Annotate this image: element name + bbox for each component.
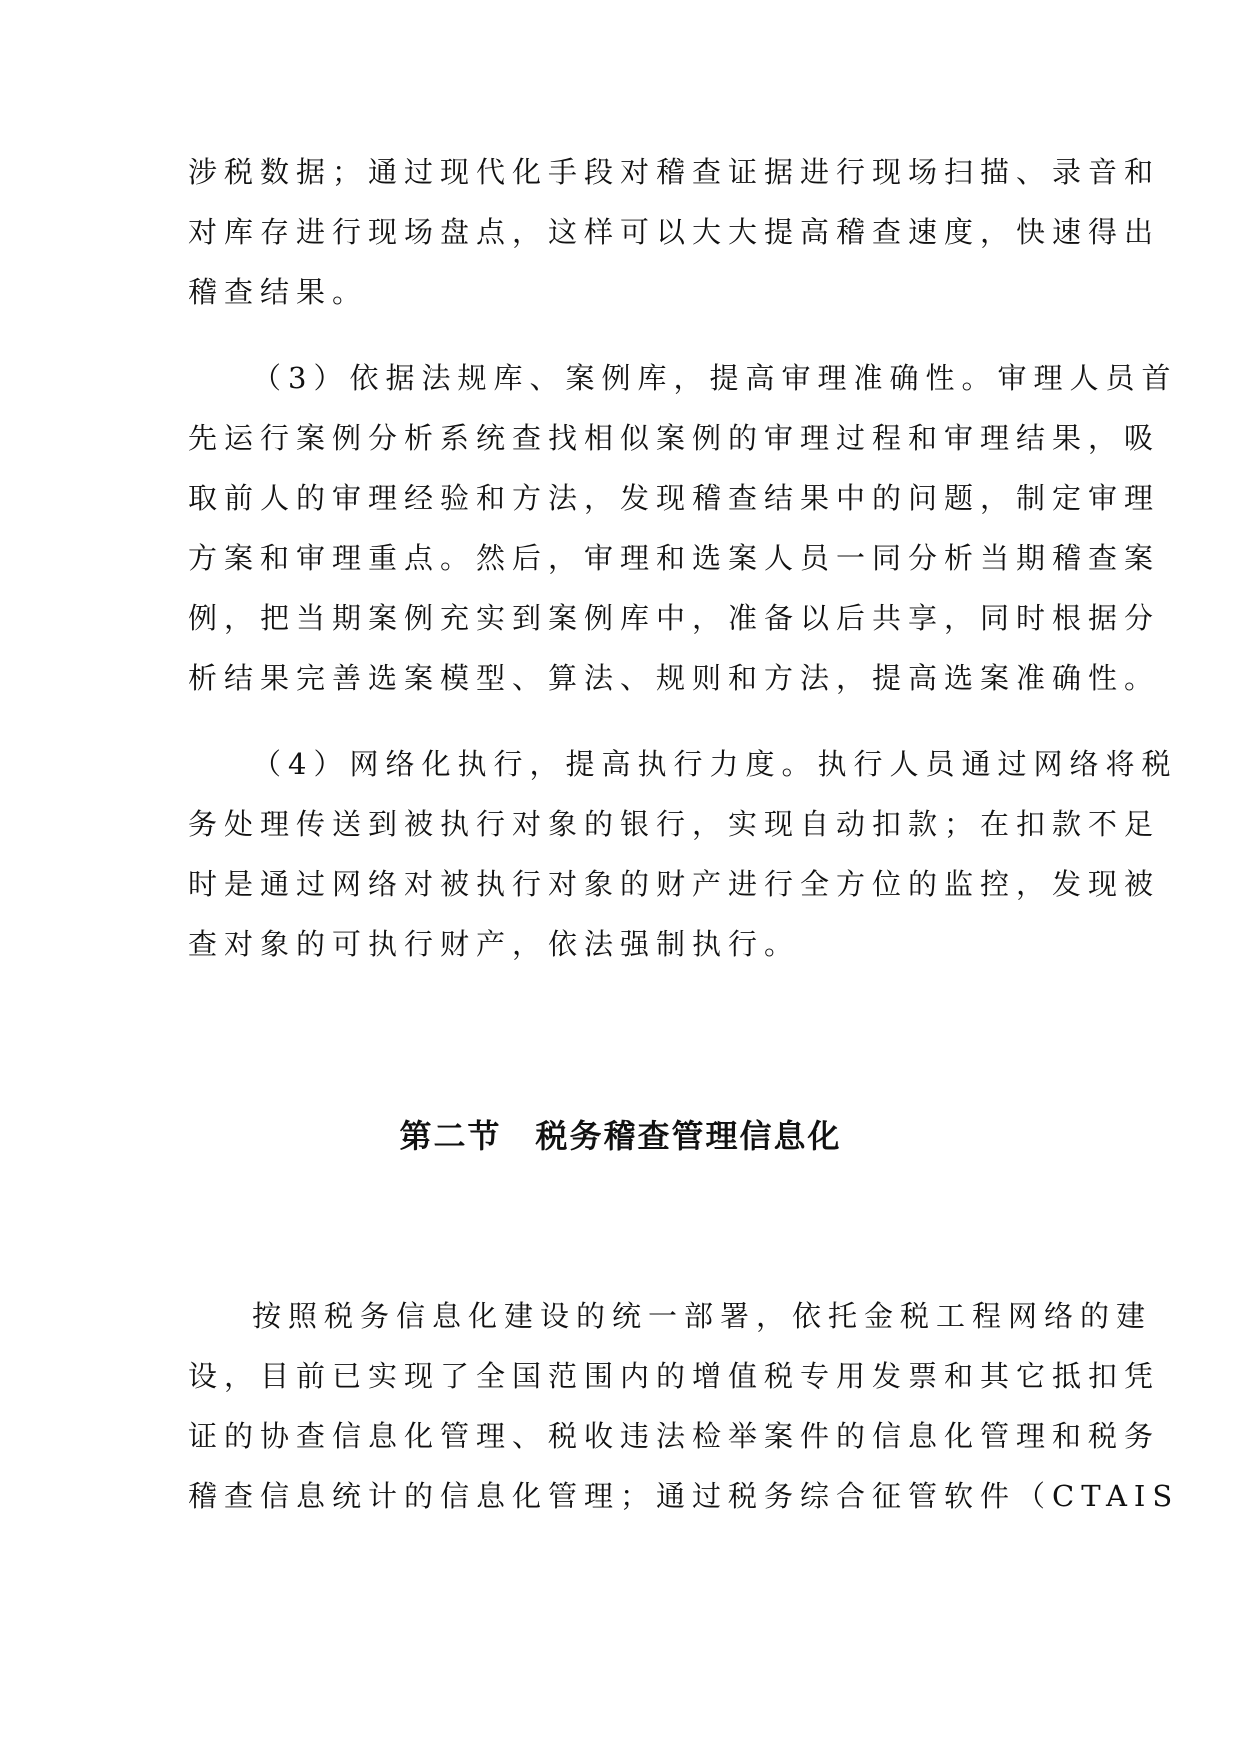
paragraph-line: 先运行案例分析系统查找相似案例的审理过程和审理结果，吸: [188, 421, 1161, 455]
paragraph-line: 务处理传送到被执行对象的银行，实现自动扣款；在扣款不足: [188, 807, 1161, 841]
paragraph-line: 时是通过网络对被执行对象的财产进行全方位的监控，发现被: [188, 867, 1161, 901]
section-heading: 第二节 税务稽查管理信息化: [399, 1117, 842, 1155]
paragraph-line: 方案和审理重点。然后，审理和选案人员一同分析当期稽查案: [188, 541, 1161, 575]
paragraph-line: 取前人的审理经验和方法，发现稽查结果中的问题，制定审理: [188, 481, 1161, 515]
paragraph-line: （4）网络化执行，提高执行力度。执行人员通过网络将税: [252, 747, 1178, 781]
paragraph-line: 证的协查信息化管理、税收违法检举案件的信息化管理和税务: [188, 1419, 1161, 1453]
paragraph-line: 稽查信息统计的信息化管理；通过税务综合征管软件（CTAIS: [188, 1479, 1180, 1513]
paragraph-line: 查对象的可执行财产，依法强制执行。: [188, 927, 801, 961]
paragraph-line: 对库存进行现场盘点，这样可以大大提高稽查速度，快速得出: [188, 215, 1161, 249]
paragraph-line: （3）依据法规库、案例库，提高审理准确性。审理人员首: [252, 361, 1178, 395]
paragraph-line: 稽查结果。: [188, 275, 369, 309]
paragraph-line: 设，目前已实现了全国范围内的增值税专用发票和其它抵扣凭: [188, 1359, 1161, 1393]
paragraph-line: 按照税务信息化建设的统一部署，依托金税工程网络的建: [252, 1299, 1153, 1333]
paragraph-line: 涉税数据；通过现代化手段对稽查证据进行现场扫描、录音和: [188, 155, 1161, 189]
paragraph-line: 例，把当期案例充实到案例库中，准备以后共享，同时根据分: [188, 601, 1161, 635]
paragraph-line: 析结果完善选案模型、算法、规则和方法，提高选案准确性。: [188, 661, 1161, 695]
